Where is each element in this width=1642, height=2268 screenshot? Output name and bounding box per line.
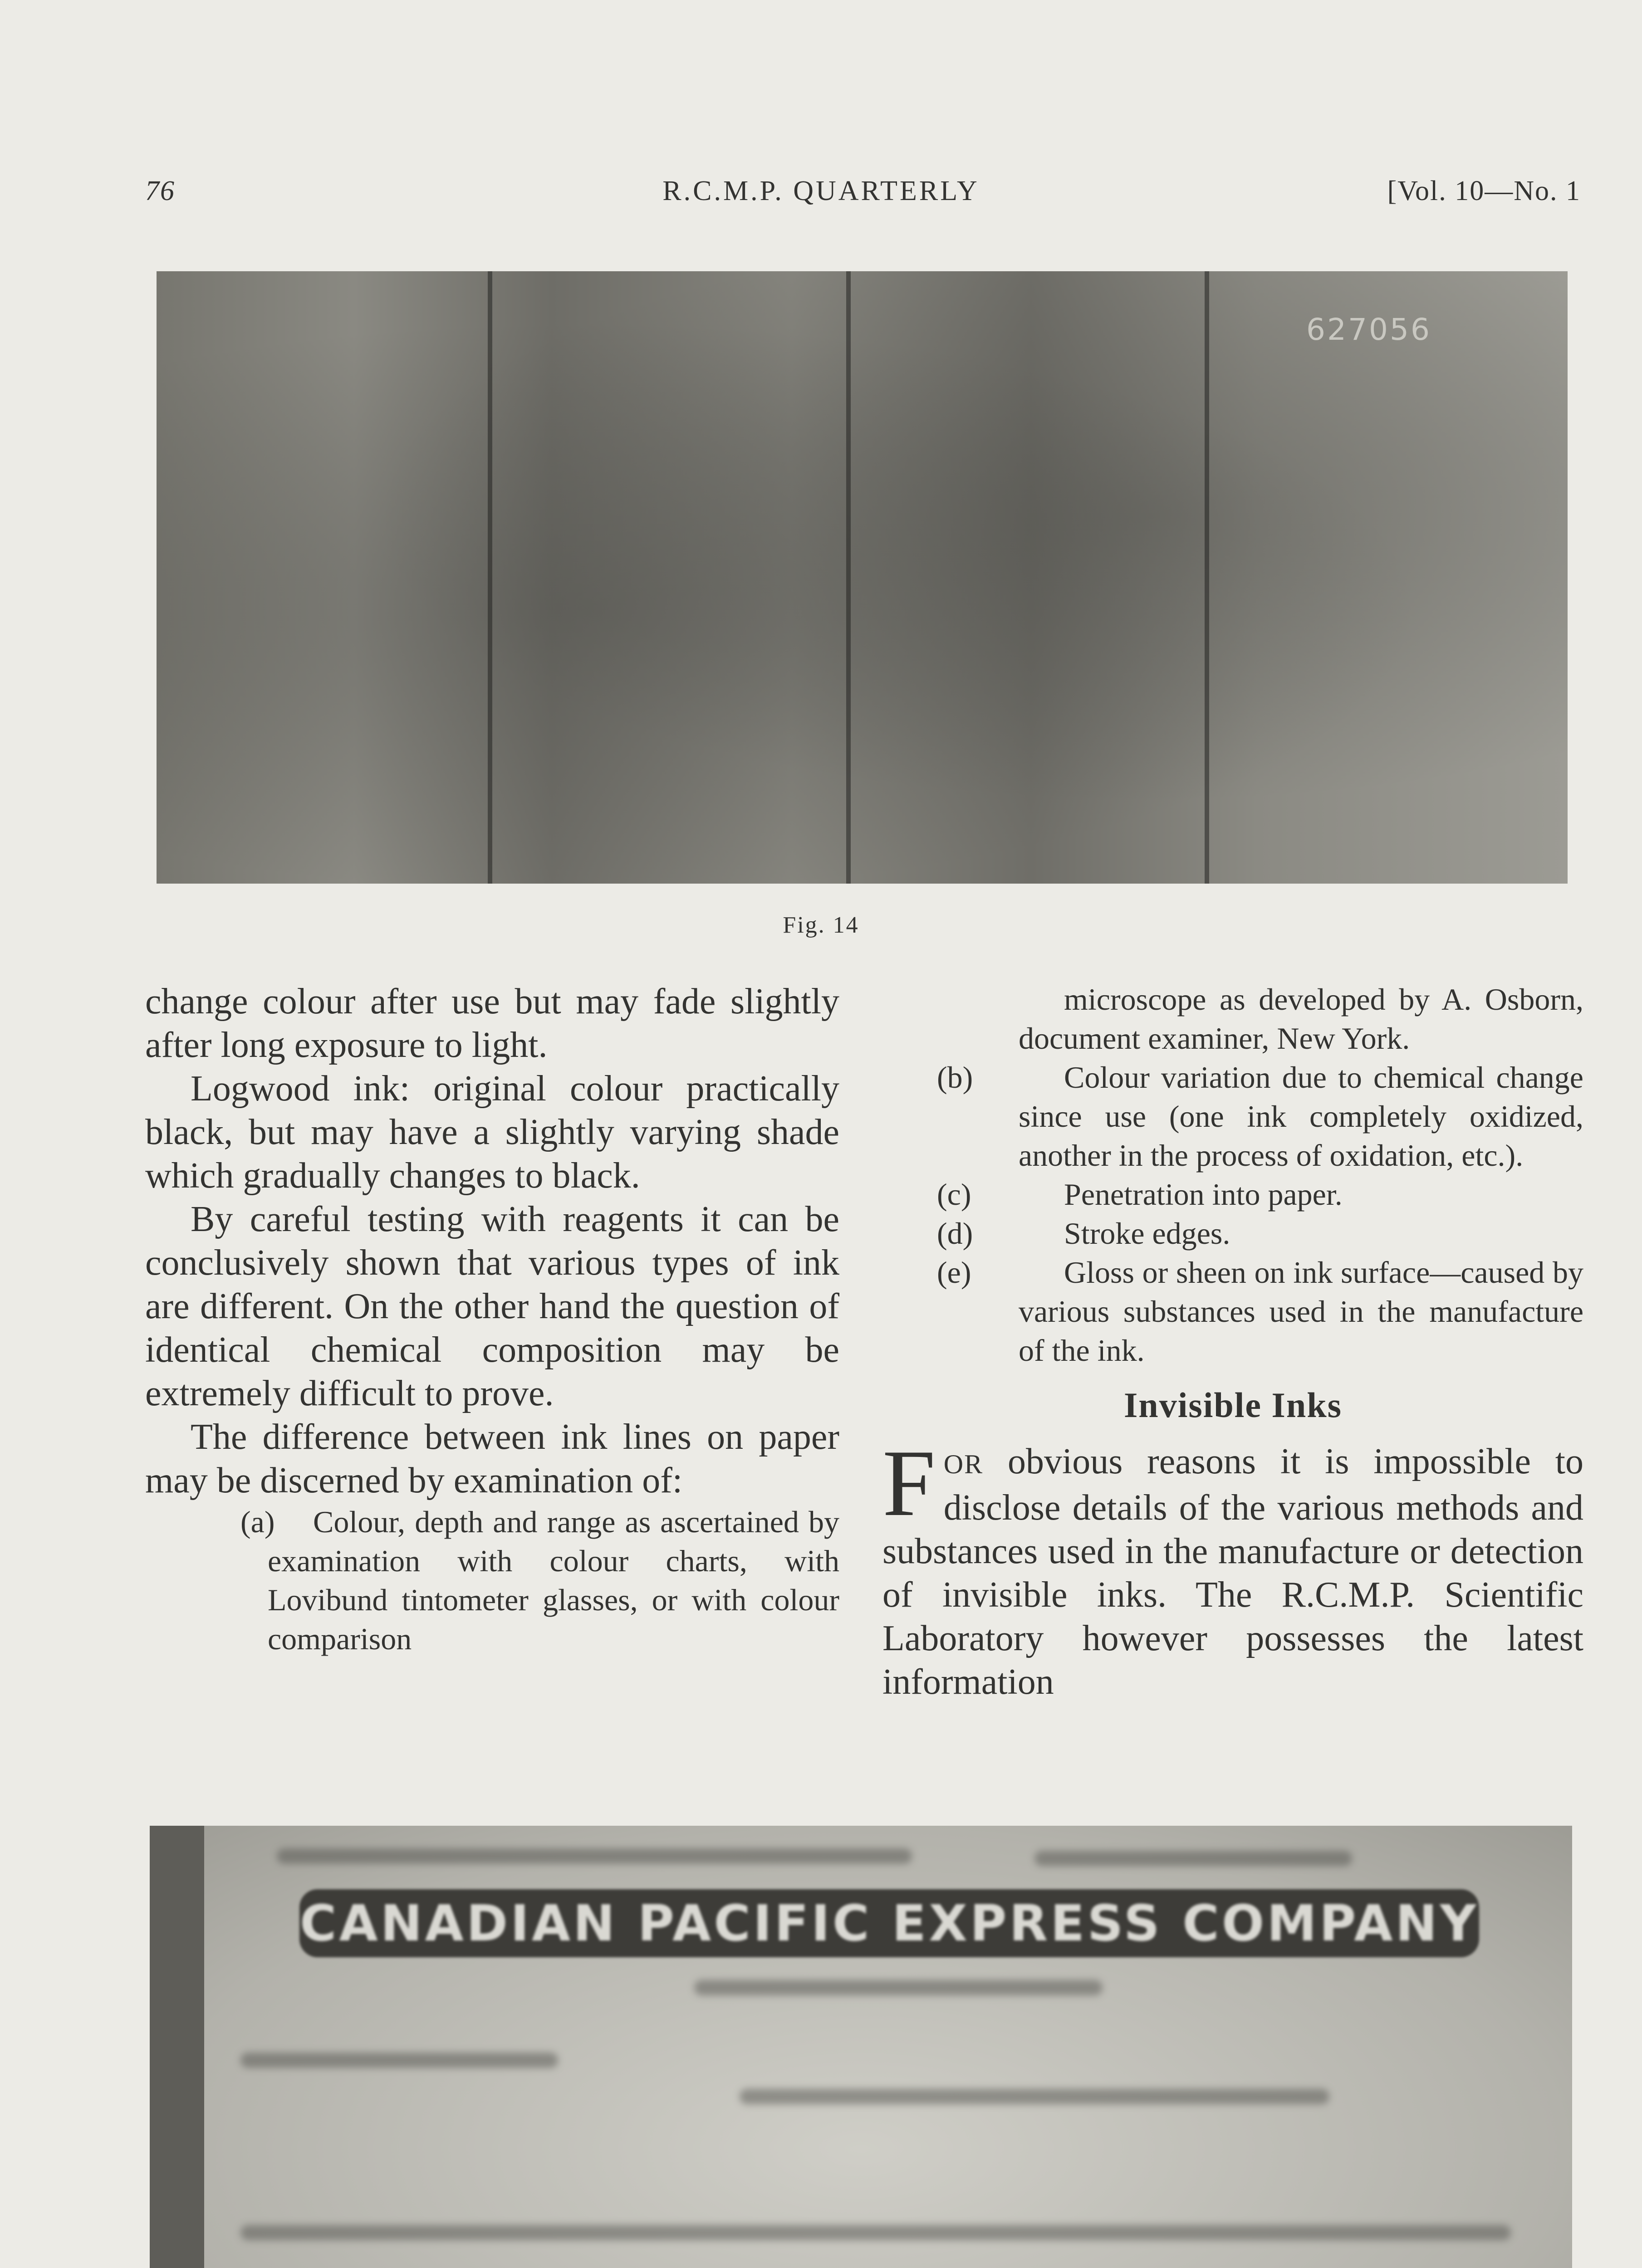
list-item-label: (b)	[937, 1060, 973, 1095]
paragraph: The difference between ink lines on paper may be discerned by examination of:	[145, 1417, 839, 1501]
list-item-label: (e)	[937, 1255, 971, 1290]
list-item-text: Stroke edges.	[1064, 1216, 1230, 1251]
left-column	[145, 980, 839, 1658]
list-item-label: (a)	[240, 1505, 275, 1539]
list-item-continued: microscope as developed by A. Osborn, document examiner, New York.	[1019, 982, 1583, 1056]
small-caps: OR	[943, 1449, 984, 1479]
list-item	[882, 1253, 1583, 1370]
list-item-label: (c)	[937, 1177, 971, 1212]
paragraph-text: obvious reasons it is impossible to disclose details of the various methods and substances used in the manufacture or detection of invisible inks. The R.C.M.P. Scientific Laboratory however possesses the latest information	[882, 1442, 1583, 1702]
right-column	[882, 980, 1583, 1704]
figure-14-handwritten-number: 627056	[1306, 312, 1431, 347]
list-item	[882, 1058, 1583, 1175]
list-item-label: (d)	[937, 1216, 973, 1251]
running-title: R.C.M.P. QUARTERLY	[662, 176, 980, 206]
figure-15-photo	[150, 1826, 1572, 2268]
list-item	[145, 1502, 839, 1658]
money-order-banner: CANADIAN PACIFIC EXPRESS COMPANY	[299, 1889, 1479, 1957]
paragraph: change colour after use but may fade slightly after long exposure to light.	[145, 982, 839, 1065]
list-item-text: Colour, depth and range as ascertained by examination with colour charts, with Lovibund tintometer glasses, or with colour comparison	[268, 1505, 839, 1656]
figure-14-caption: Fig. 14	[783, 912, 859, 938]
drop-cap: F	[882, 1431, 936, 1536]
paragraph	[882, 1431, 1583, 1704]
paragraph: Logwood ink: original colour practically black, but may have a slightly varying shade which gradually changes to black.	[145, 1069, 839, 1196]
page-number: 76	[145, 176, 175, 206]
list	[145, 1502, 839, 1658]
list-item	[882, 1175, 1583, 1214]
list-item-text: Gloss or sheen on ink surface—caused by various substances used in the manufacture of the ink.	[1019, 1255, 1583, 1368]
figure-14-photo	[157, 271, 1568, 884]
list-item-text: Penetration into paper.	[1064, 1177, 1343, 1212]
list-item	[882, 1214, 1583, 1253]
list-item-text: Colour variation due to chemical change since use (one ink completely oxidized, another in the process of oxidation, etc.).	[1019, 1060, 1583, 1173]
volume-issue: [Vol. 10—No. 1	[1387, 176, 1581, 206]
paragraph: By careful testing with reagents it can be conclusively shown that various types of ink are different. On the other hand the question of identical chemical composition may be extremely difficult to prove.	[145, 1199, 839, 1413]
list	[882, 980, 1583, 1370]
section-heading: Invisible Inks	[1123, 1385, 1343, 1425]
